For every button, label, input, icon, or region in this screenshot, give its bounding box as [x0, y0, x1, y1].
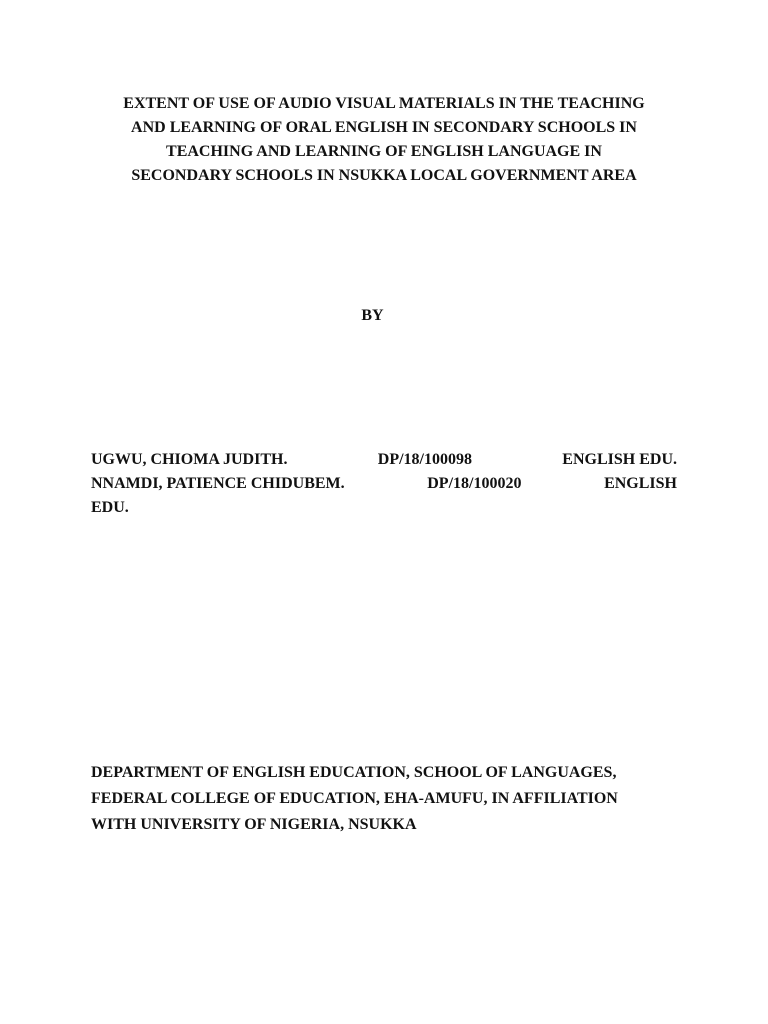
- author-entry: [91, 472, 677, 496]
- title-line: TEACHING AND LEARNING OF ENGLISH LANGUAGE IN: [166, 143, 602, 160]
- institution-block: [91, 760, 691, 838]
- author-entry: [91, 448, 677, 472]
- by-label: BY: [361, 307, 384, 324]
- title-line: EXTENT OF USE OF AUDIO VISUAL MATERIALS IN THE TEACHING: [123, 95, 645, 112]
- author-list: [91, 448, 677, 520]
- institution-line: WITH UNIVERSITY OF NIGERIA, NSUKKA: [91, 816, 417, 833]
- author-department-continued: EDU.: [91, 499, 129, 516]
- title-line: SECONDARY SCHOOLS IN NSUKKA LOCAL GOVERNMENT AREA: [131, 167, 637, 184]
- author-reg-no: DP/18/100098: [377, 451, 472, 468]
- author-name: NNAMDI, PATIENCE CHIDUBEM.: [91, 475, 345, 492]
- author-name: UGWU, CHIOMA JUDITH.: [91, 451, 288, 468]
- title-line: AND LEARNING OF ORAL ENGLISH IN SECONDARY SCHOOLS IN: [131, 119, 637, 136]
- institution-line: DEPARTMENT OF ENGLISH EDUCATION, SCHOOL OF LANGUAGES,: [91, 764, 617, 781]
- author-department: ENGLISH: [604, 475, 677, 492]
- institution-line: FEDERAL COLLEGE OF EDUCATION, EHA-AMUFU, IN AFFILIATION: [91, 790, 618, 807]
- author-reg-no: DP/18/100020: [427, 475, 522, 492]
- author-department: ENGLISH EDU.: [562, 451, 677, 468]
- project-title: [90, 92, 678, 188]
